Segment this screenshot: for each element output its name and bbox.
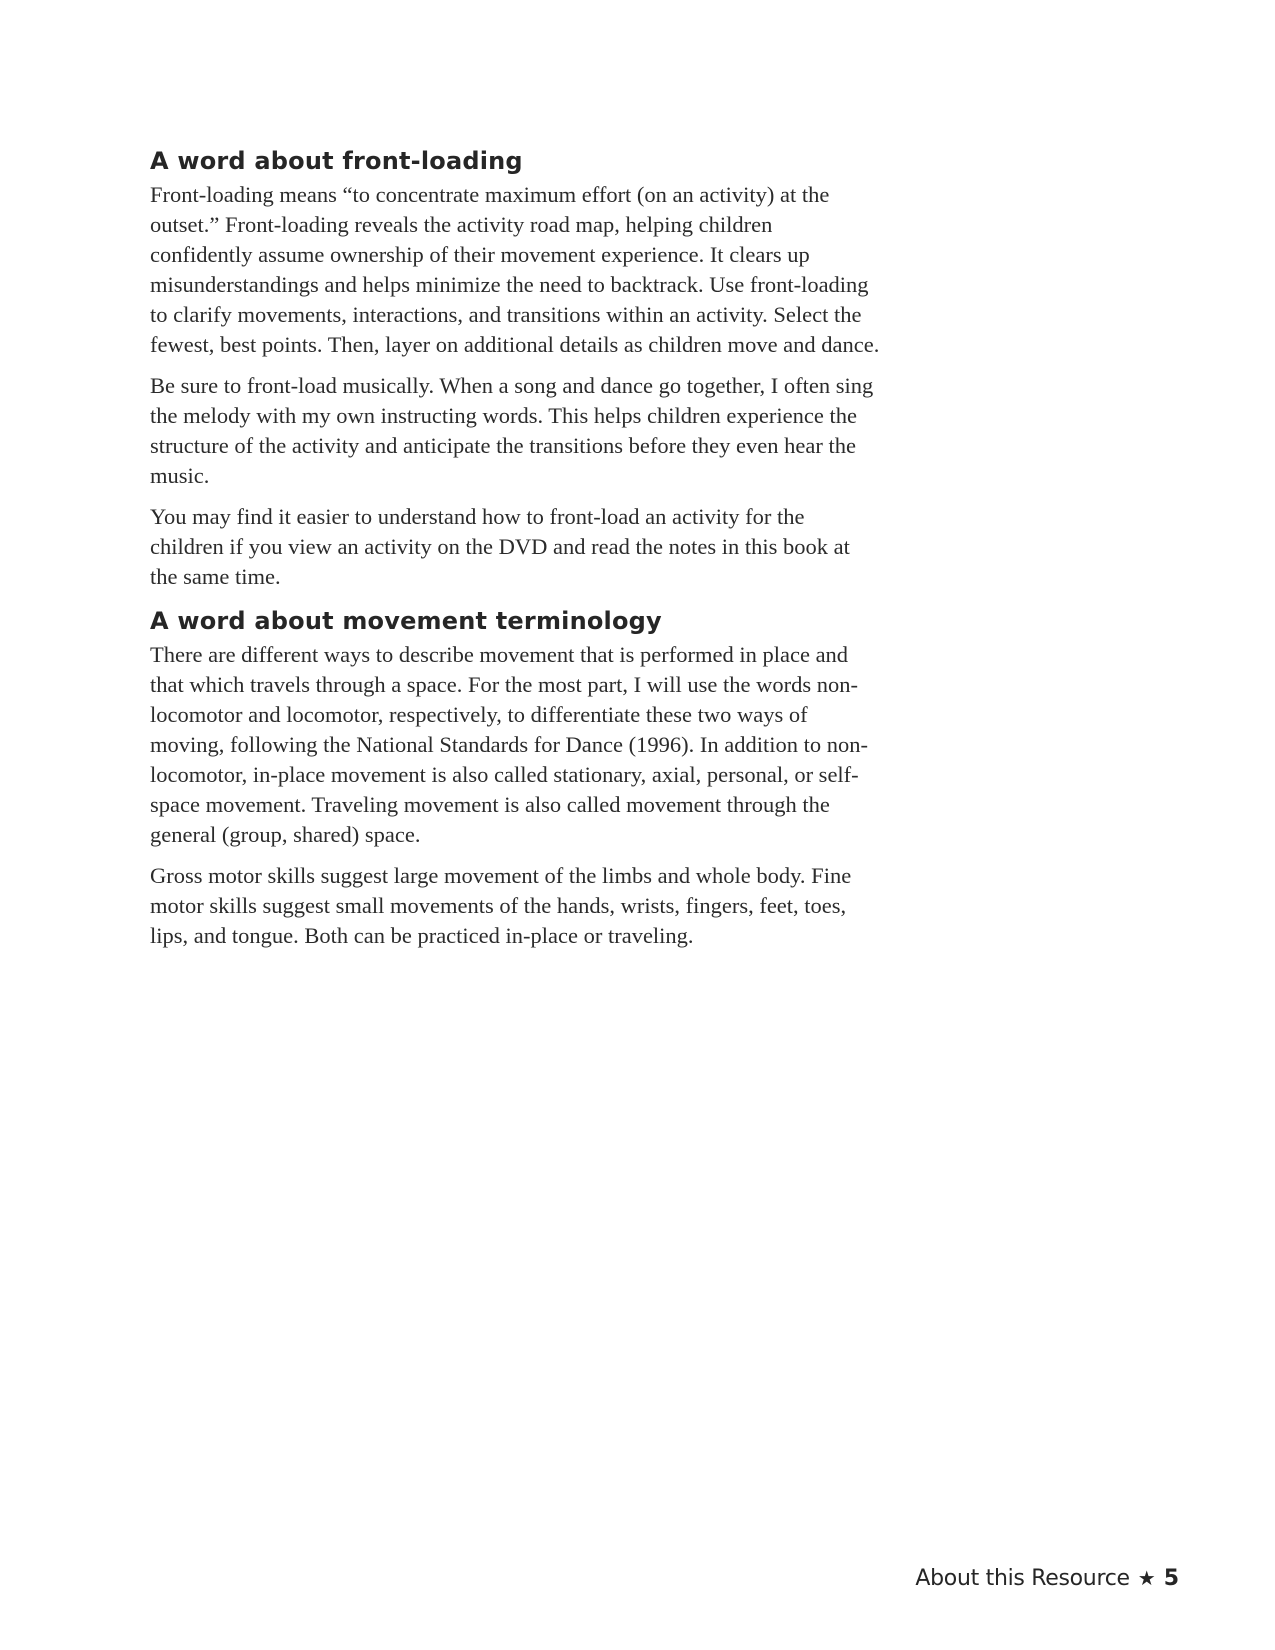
section-heading-movement-terminology: A word about movement terminology (150, 607, 662, 635)
footer-section-label: About this Resource (915, 1566, 1130, 1591)
page-content (150, 146, 880, 962)
paragraph: Gross motor skills suggest large movement of the limbs and whole body. Fine motor skills suggest small movements of the hands, wrists, fingers, feet, toes, lips, and tongue. Both can be practiced in-place or traveling. (150, 863, 852, 948)
page-footer (915, 1566, 1179, 1596)
paragraph: You may find it easier to understand how to front-load an activity for the children if you view an activity on the DVD and read the notes in this book at the same time. (150, 504, 850, 589)
page-number: 5 (1163, 1566, 1179, 1591)
star-icon: ★ (1137, 1566, 1156, 1590)
section-heading-front-loading: A word about front-loading (150, 147, 523, 175)
paragraph: Be sure to front-load musically. When a song and dance go together, I often sing the melody with my own instructing words. This helps children experience the structure of the activity and anticipate the transitions before they even hear the music. (150, 373, 874, 488)
paragraph: There are different ways to describe movement that is performed in place and that which travels through a space. For the most part, I will use the words non-locomotor and locomotor, respectively, to differentiate these two ways of moving, following the National Standards for Dance (1996). In addition to non-locomotor, in-place movement is also called stationary, axial, personal, or self-space movement. Traveling movement is also called movement through the general (group, shared) space. (150, 642, 868, 847)
paragraph: Front-loading means “to concentrate maximum effort (on an activity) at the outset.” Front-loading reveals the activity road map, helping children confidently assume ownership of their movement experience. It clears up misunderstandings and helps minimize the need to backtrack. Use front-loading to clarify movements, interactions, and transitions within an activity. Select the fewest, best points. Then, layer on additional details as children move and dance. (150, 182, 880, 357)
